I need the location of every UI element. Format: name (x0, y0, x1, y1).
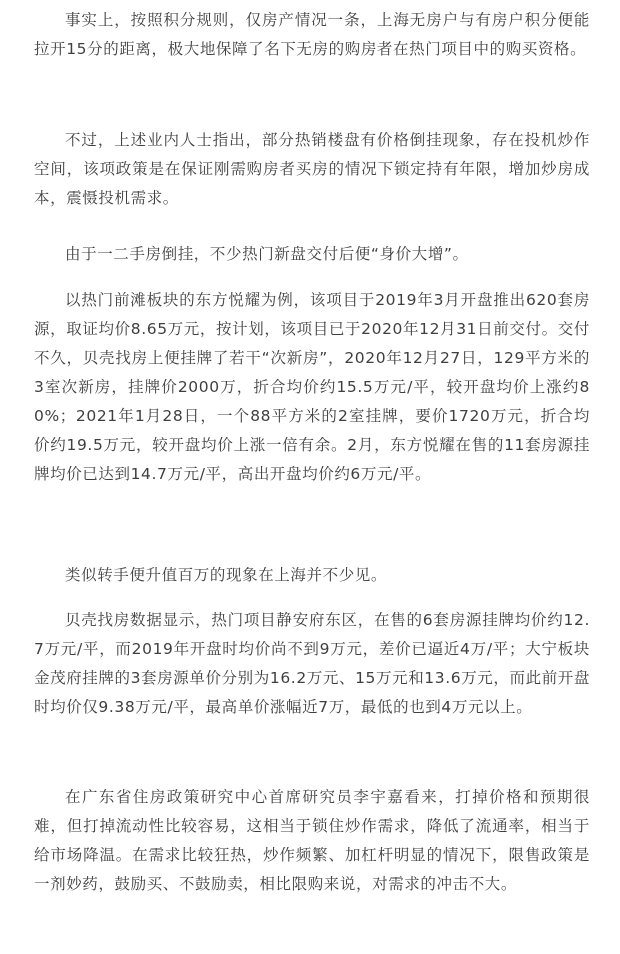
paragraph-price-inversion: 由于一二手房倒挂，不少热门新盘交付后便“身价大增”。 (65, 245, 469, 263)
paragraph-dongfang-yueyao-example: 以热门前滩板块的东方悦耀为例，该项目于2019年3月开盘推出620套房源，取证均价8.65万元，按计划，该项目已于2020年12月31日前交付。交付不久，贝壳找房上便挂牌了若干“次新房”，2020年12月27日，129平方米的3室次新房，挂牌价2000万，折合均价约15.5万元/平，较开盘均价上涨约80%；2021年1月28日，一个88平方米的2室挂牌，要价1720万元，折合均价约19.5万元，较开盘均价上涨一倍有余。2月，东方悦耀在售的11套房源挂牌均价已达到14.7万元/平，高出开盘均价约6万元/平。 (34, 291, 590, 483)
paragraph-common-in-shanghai: 类似转手便升值百万的现象在上海并不少见。 (65, 566, 388, 584)
paragraph-speculation: 不过，上述业内人士指出，部分热销楼盘有价格倒挂现象，存在投机炒作空间，该项政策是在保证刚需购房者买房的情况下锁定持有年限，增加炒房成本，震慑投机需求。 (34, 131, 590, 207)
paragraph-points-rule: 事实上，按照积分规则，仅房产情况一条，上海无房户与有房户积分便能拉开15分的距离，极大地保障了名下无房的购房者在热门项目中的购买资格。 (34, 11, 590, 58)
paragraph-expert-view: 在广东省住房政策研究中心首席研究员李宇嘉看来，打掉价格和预期很难，但打掉流动性比较容易，这相当于锁住炒作需求，降低了流通率，相当于给市场降温。在需求比较狂热，炒作频繁、加杠杆明显的情况下，限售政策是一剂妙药，鼓励买、不鼓励卖，相比限购来说，对需求的冲击不大。 (34, 788, 590, 893)
paragraph-beike-data: 贝壳找房数据显示，热门项目静安府东区，在售的6套房源挂牌均价约12.7万元/平，而2019年开盘时均价尚不到9万元，差价已逼近4万/平；大宁板块金茂府挂牌的3套房源单价分别为16.2万元、15万元和13.6万元，而此前开盘时均价仅9.38万元/平，最高单价涨幅近7万，最低的也到4万元以上。 (34, 611, 591, 716)
